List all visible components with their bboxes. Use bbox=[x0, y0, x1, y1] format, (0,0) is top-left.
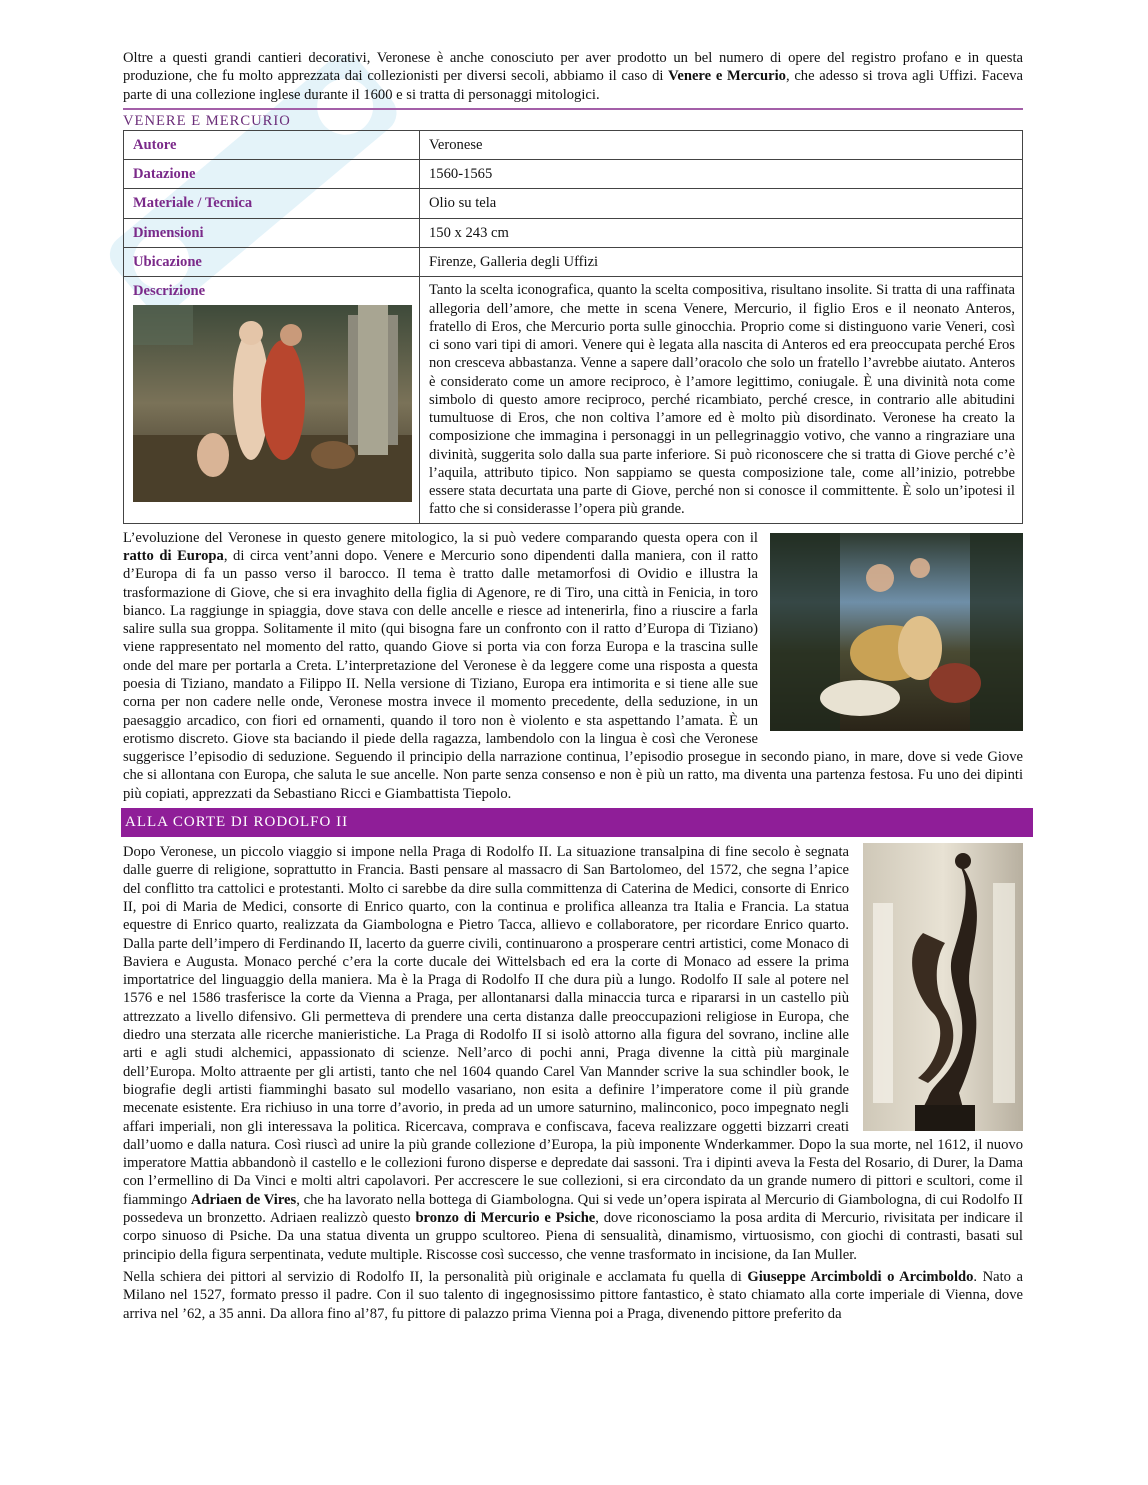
venere-mercurio-painting bbox=[133, 305, 412, 502]
row-key: Ubicazione bbox=[124, 248, 420, 277]
rodolfo-paragraph: Dopo Veronese, un piccolo viaggio si impone nella Praga di Rodolfo II. La situazione transalpina di fine secolo è segnata dalle guerre di religione, soprattutto in Francia. Basti pensare al massacro di San Bartolomeo, del 1572, che segna l’apice del conflitto tra cattolici e protestanti. Molto ci sarebbe da dire sulla committenza di Caterina de Medici, consorte di Enrico II, poi di Maria de Medici, consorte di Enrico quarto, con la continua e prolifica alleanza tra Italia e Francia. La statua equestre di Enrico quarto, realizzata da Giambologna e Pietro Tacca, allievo e collaboratore, per ricordare Enrico quarto. Dalla parte dell’impero di Ferdinando II, lacerto da guerre civili, continuarono a prosperare centri artistici, come Monaco di Baviera e Augusta. Monaco perché c’era la corte ducale dei Wittelsbach ed era la corte di Monaco ad essere la prima importatrice del linguaggio della maniera. Ma è la Praga di Rodolfo II che dura più a lungo. Rodolfo II sale al potere nel 1576 e nel 1586 trasferisce la corte da Vienna a Praga, per allontanarsi dalla minaccia turca e ripararsi in un castello più attrezzato a livello difensivo. Gli permetteva di prendere una certa distanza dalle preoccupazioni religiose in Europa, che diedro una sterzata alle ricerche manieristiche. La Praga di Rodolfo II si isolò attorno alla figura del sovrano, incline alle arti e agli studi alchemici, appassionato di scienze. Nell’arco di pochi anni, Praga divenne la città più marginale dell’Europa. Molto attraente per gli artisti, tanto che nel 1604 quando Carel Van Mannder scrive la sua schindler book, le biografie degli artisti fiamminghi basato sul modello vasariano, non esita a definire l’imperatore come il più grande mecenate esistente. Era richiuso in una torre d’avorio, in preda ad un umore saturnino, malinconico, poco impegnato negli affari imperiali, non gli interessava la politica. Ricercava, comprava e confiscava, faceva realizzare oggetti bizzarri creati dall’uomo e dalla natura. Così riuscì ad unire la più grande collezione d’Europa, la più imponente Wnderkammer. Dopo la sua morte, nel 1612, il nuovo imperatore Mattia abbandonò il castello e le collezioni furono disperse e depredate dai sassoni. Tra i dipinti aveva la Festa del Rosario, di Durer, la Dama con l’ermellino di Da Vinci e molti altri capolavori. Per accrescere le sue collezioni, si era circondato da un grande numero di pittori e scultori, come il fiammingo Adriaen de Vires, che ha lavorato nella bottega di Giambologna. Qui si vede un’opera ispirata al Mercurio di Giambologna, di cui Rodolfo II possedeva un bronzetto. Adriaen realizzò questo bronzo di Mercurio e Psiche, dove riconosciamo la posa ardita di Mercurio, rivisitata per indicare il corpo sinuoso di Psiche. Da una statua diventa un gruppo scultoreo. Piena di sensualità, dinamismo, virtuosismo, con giochi di contrasti, basati sul principio della figura serpentinata, vedute multiple. Riscosse così successo, che venne trasformato in incisione, da Ian Muller. bbox=[123, 844, 1024, 1263]
table-row bbox=[124, 160, 1023, 189]
row-value: Olio su tela bbox=[420, 189, 1023, 218]
section-label-venere: VENERE E MERCURIO bbox=[123, 112, 291, 129]
rodolfo-bold-2: bronzo di Mercurio e Psiche bbox=[415, 1210, 596, 1227]
description-text: Tanto la scelta iconografica, quanto la scelta compositiva, risultano insolite. Si tratta di una raffinata allegoria dell’amore, che mette in scena Venere, Mercurio, il figlio Eros e il neonato Anteros, fratello di Eros, che Mercurio porta sulle ginocchia. Proprio come si distinguono varie Veneri, così ci sono vari tipi di amori. Venere qui è legata alla nascita di Anteros ed era preoccupata perché Eros non cresceva abbastanza. Venne a sapere dall’oracolo che solo un fratello l’avrebbe aiutato. Anteros è considerato come un amore reciproco, è l’amore legittimo, coniugale. È una divinità nota come simbolo di questo amore reciproco, perché ricambiato, perché cresce, in contrario alle abitudini tumultuose di Eros, che non coltiva l’amore ed è molto più disordinato. Veronese ha creato la composizione che immagina i personaggi in un pellegrinaggio votivo, che vanno a ringraziare una divinità, suggerita solo dalla sua parte inferiore. Si può riconoscere che si tratta di Giove perché c’è l’aquila, attributo tipico. Non sappiamo se questa composizione tale, come all’inizio, potrebbe essere stata decurtata una parte di Giove, perché non si conosce il committente. È solo un’ipotesi il fatto che si considerasse l’opera più grande. bbox=[420, 277, 1023, 523]
row-value: 1560-1565 bbox=[420, 160, 1023, 189]
evolution-bold: ratto di Europa bbox=[123, 547, 224, 564]
row-key-description bbox=[124, 277, 420, 523]
row-value: 150 x 243 cm bbox=[420, 218, 1023, 247]
intro-bold: Venere e Mercurio bbox=[668, 68, 786, 85]
row-key: Materiale / Tecnica bbox=[124, 189, 420, 218]
section-title-rodolfo: ALLA CORTE DI RODOLFO II bbox=[121, 808, 1033, 837]
table-row bbox=[124, 248, 1023, 277]
evolution-paragraph: L’evoluzione del Veronese in questo genere mitologico, la si può vedere comparando questa opera con il ratto di Europa, di circa vent’anni dopo. Venere e Mercurio sono dipendenti dalla maniera, con il ratto d’Europa di fa un passo verso il barocco. Il tema è tratto dalle metamorfosi di Ovidio e illustra la trasformazione di Giove, che si era invaghito della figlia di Agenore, re di Tiro, una città in Fenicia, in toro bianco. La raggiunge in spiaggia, dove stava con delle ancelle e riesce ad intenerirla, fino a riuscire a farla salire sulla sua groppa. Solitamente il mito (qui bisogna fare un confronto con il ratto d’Europa di Tiziano) viene rappresentato nel momento del ratto, quando Giove si porta via con forza Europa e la trascina sulle onde del mare per portarla a Creta. L’interpretazione del Veronese è da leggere come una risposta a questa poesia di Tiziano, mandato a Filippo II. Nella versione di Tiziano, Europa era intimorita e si tiene alle sue corna per non cadere nelle onde, Veronese mostra invece il momento precedente, della seduzione, in un paesaggio arcadico, con fiori ed ornamenti, quando il toro non è violento e sta aspettando l’amata. È un erotismo discreto. Giove sta baciando il piede della ragazza, lambendolo con la lingua è così che Veronese suggerisce l’episodio di seduzione. Seguendo il principio della narrazione continua, l’episodio prosegue in secondo piano, in mare, dove si vede Giove che si allontana con Europa, che saluta le sue ancelle. Non parte senza consenso e non è più un ratto, ma diventa una partenza festosa. Fu uno dei dipinti più copiati, apprezzati da Sebastiano Ricci e Giambattista Tiepolo. bbox=[123, 529, 1023, 802]
ratto-europa-painting bbox=[770, 533, 1023, 731]
page-content bbox=[123, 49, 1023, 1323]
table-row bbox=[124, 130, 1023, 159]
table-row-description bbox=[124, 277, 1023, 523]
evolution-section bbox=[123, 529, 1023, 803]
row-key: Autore bbox=[124, 130, 420, 159]
table-row bbox=[124, 218, 1023, 247]
mercurio-psiche-sculpture bbox=[863, 843, 1023, 1131]
rodolfo-bold-1: Adriaen de Vires bbox=[190, 1191, 297, 1208]
section-rule bbox=[123, 108, 1023, 110]
intro-paragraph: Oltre a questi grandi cantieri decorativi, Veronese è anche conosciuto per aver prodotto un bel numero di opere del registro profano e in questa produzione, che fu molto apprezzata dai collezionisti per diversi secoli, abbiamo il caso di Venere e Mercurio, che adesso si trova agli Uffizi. Faceva parte di una collezione inglese durante il 1600 e si tratta di personaggi mitologici. bbox=[123, 50, 1023, 103]
artwork-info-table bbox=[123, 130, 1023, 524]
row-key: Dimensioni bbox=[124, 218, 420, 247]
description-label: Descrizione bbox=[133, 283, 206, 300]
table-row bbox=[124, 189, 1023, 218]
row-value: Firenze, Galleria degli Uffizi bbox=[420, 248, 1023, 277]
row-key: Datazione bbox=[124, 160, 420, 189]
row-value: Veronese bbox=[420, 130, 1023, 159]
arcimboldo-bold: Giuseppe Arcimboldi o Arcimboldo bbox=[747, 1268, 974, 1285]
arcimboldo-paragraph: Nella schiera dei pittori al servizio di Rodolfo II, la personalità più originale e acclamata fu quella di Giuseppe Arcimboldi o Arcimboldo. Nato a Milano nel 1527, formato presso il padre. Con il suo talento di ingegnosissimo pittore fantastico, è stato chiamato alla corte imperiale di Vienna, dove arriva nel ’62, a 35 anni. Da allora fino al’87, fu pittore di palazzo prima Vienna poi a Praga, divenendo pittore preferito da bbox=[123, 1268, 1023, 1322]
rodolfo-section bbox=[123, 843, 1023, 1264]
